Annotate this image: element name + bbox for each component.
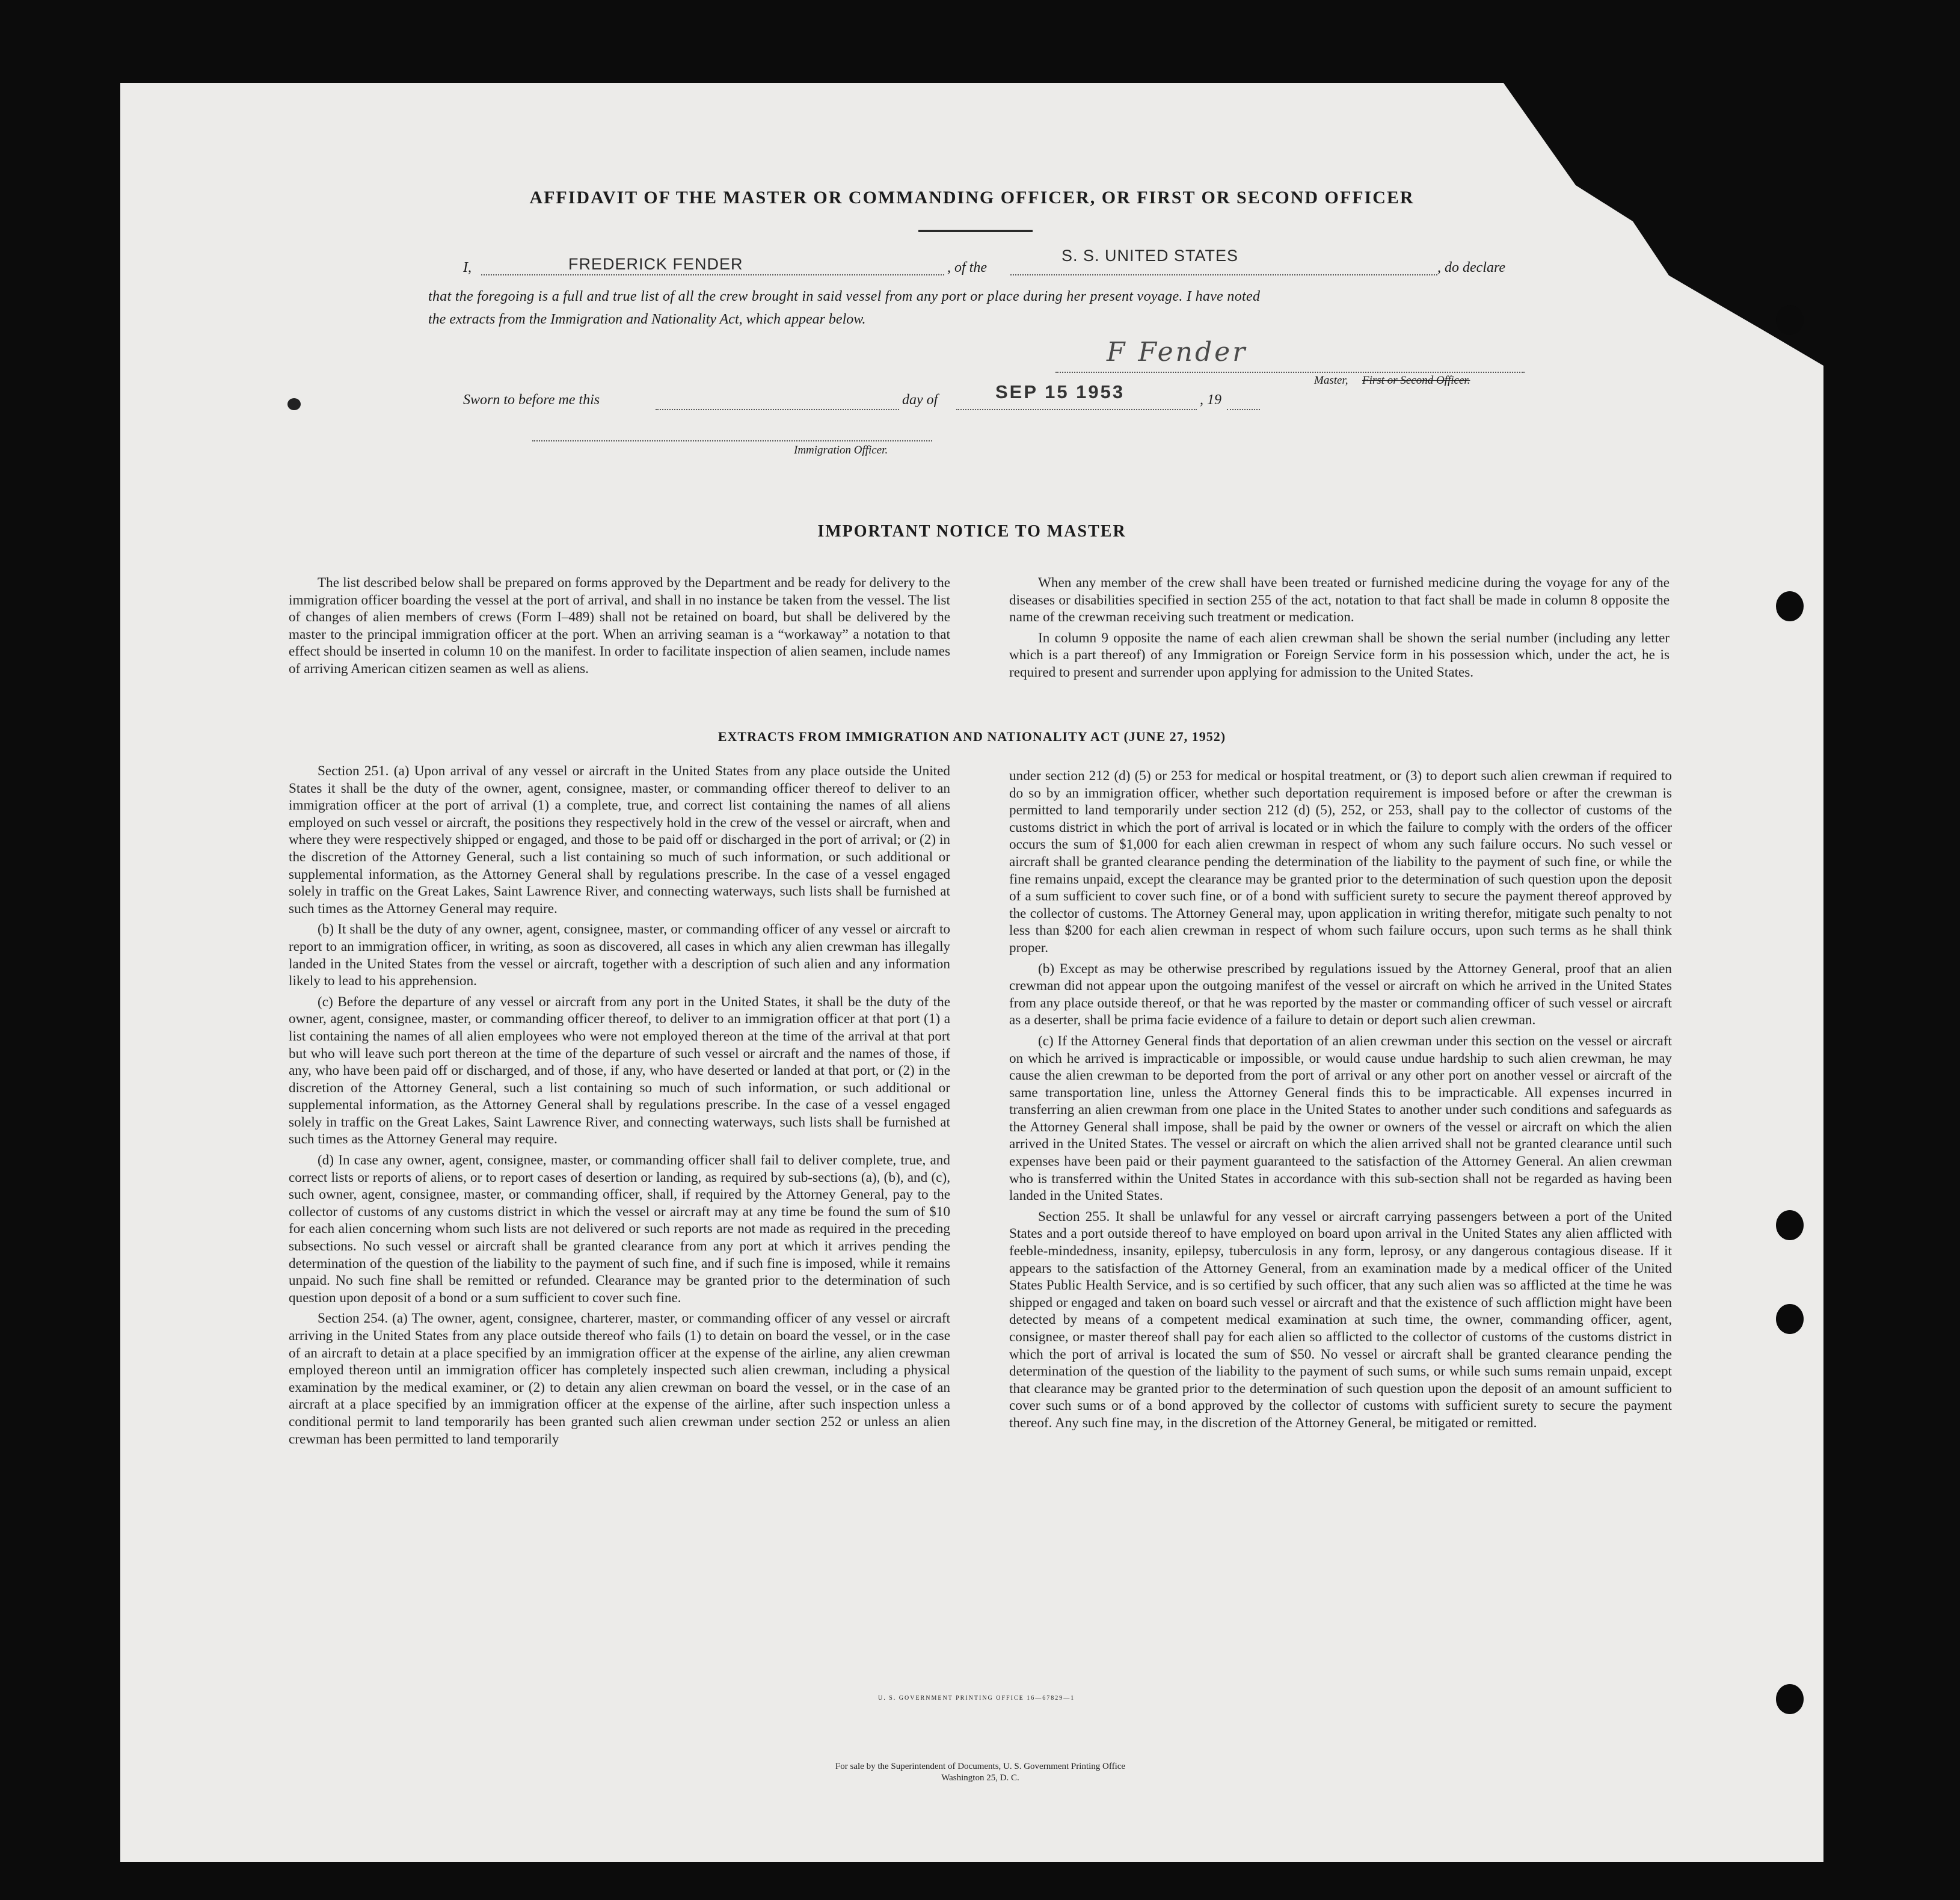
notice-right-paragraph-1: When any member of the crew shall have been treated or furnished medicine during the voyage for any of the diseases or disabilities specified in section 255 of the act, notation to that fact shall be made in column 8 opposite the name of the crewman receiving such treatment or medication. <box>1009 575 1670 626</box>
immigration-officer-label: Immigration Officer. <box>794 444 888 457</box>
affidavit-title: AFFIDAVIT OF THE MASTER OR COMMANDING OFFICER, OR FIRST OR SECOND OFFICER <box>529 188 1415 208</box>
ink-blot <box>287 398 301 410</box>
section-251a: Section 251. (a) Upon arrival of any vessel or aircraft in the United States from any place outside the United States it shall be the duty of the owner, agent, consignee, master, or commanding officer thereof to deliver to an immigration officer at the port of arrival (1) a complete, true, and correct list containing the names of all aliens employed on such vessel or aircraft, the positions they respectively hold in the crew of the vessel or aircraft, when and where they were respectively shipped or engaged, and those to be paid off or discharged in the port of arrival; or (2) in the discretion of the Attorney General, such a list containing so much of such information, or such additional or supplemental information, as the Attorney General shall by regulations prescribe. In the case of a vessel engaged solely in traffic on the Great Lakes, Saint Lawrence River, and connecting waterways, such lists shall be furnished at such times as the Attorney General may require. <box>289 763 950 917</box>
punch-hole <box>1776 305 1804 335</box>
punch-hole <box>1776 1304 1804 1334</box>
officer-name: FREDERICK FENDER <box>568 255 743 273</box>
notice-right-paragraph-2: In column 9 opposite the name of each alien crewman shall be shown the serial number (including any letter which is a part thereof) of any Immigration or Foreign Service form in his possession which, under the act, he is required to present and surrender upon applying for admission to the United States. <box>1009 630 1670 680</box>
master-signature: F Fender <box>1107 337 1248 367</box>
day-of-label: day of <box>902 392 938 408</box>
date-stamp: SEP 15 1953 <box>995 381 1125 402</box>
section-251d: (d) In case any owner, agent, consignee, master, or commanding officer shall fail to deliver complete, true, and correct lists or reports of aliens, or to report cases of desertion or landing, as required by sub-sections (a), (b), and (c), such owner, agent, consignee, master, or commanding officer, shall, if required by the Attorney General, pay to the collector of customs of any customs district in which the vessel or aircraft may at any time be found the sum of $10 for each alien concerning whom such lists are not delivered or such reports are not made as required in the preceding subsections. No such vessel or aircraft shall be granted clearance from any port at which it arrives pending the determination of the question of the liability to the payment of such fine, and if such fine is imposed, while it remains unpaid. No such fine shall be remitted or refunded. Clearance may be granted prior to the determination of such question upon deposit of a bond or a sum sufficient to cover such fine. <box>289 1152 950 1306</box>
title-rule <box>918 230 1033 232</box>
section-254b: (b) Except as may be otherwise prescribed by regulations issued by the Attorney General, proof that an alien crewman did not appear upon the outgoing manifest of the vessel or aircraft on which he arrived in the United States from any place outside thereof, or that he was reported by the master or commanding officer of such vessel or aircraft as a deserter, shall be prima facie evidence of a failure to detain or deport such alien crewman. <box>1009 961 1672 1028</box>
sworn-label: Sworn to before me this <box>463 392 600 408</box>
sale-footer <box>662 1761 1299 1784</box>
of-the-label: , of the <box>947 260 987 275</box>
notice-left-column <box>289 574 950 681</box>
punch-hole <box>1776 1684 1804 1714</box>
section-254a: Section 254. (a) The owner, agent, consignee, charterer, master, or commanding officer of any vessel or aircraft arriving in the United States from any place outside thereof who fails (1) to detain on board the vessel, or in the case of an aircraft to detain at a place specified by an immigration officer at the expense of the airline, any alien crewman employed thereon until an immigration officer has completely inspected such alien crewman, including a physical examination by the medical examiner, or (2) to detain any alien crewman on board the vessel, or in the case of an aircraft at a place specified by an immigration officer at the expense of the airline, after such inspection unless a conditional permit to land temporarily has been granted such alien crewman under section 252 or unless an alien crewman has been permitted to land temporarily <box>289 1311 950 1447</box>
declaration-text-line2: the extracts from the Immigration and Nationality Act, which appear below. <box>428 312 866 327</box>
section-255: Section 255. It shall be unlawful for any vessel or aircraft carrying passengers between a port of the United States and a port outside thereof to have employed on board upon arrival in the United States any alien afflicted with feeble-mindedness, insanity, epilepsy, tuberculosis in any form, leprosy, or any dangerous contagious disease. If it appears to the satisfaction of the Attorney General, from an examination made by a medical officer of the United States Public Health Service, and is so certified by such officer, that any such alien was so afflicted at the time he was shipped or engaged and taken on board such vessel or aircraft and that the existence of such affliction might have been detected by means of a competent medical examination at such time, the owner, commanding officer, agent, consignee, or master thereof shall pay for each alien so afflicted to the collector of customs of the customs district in which the port of arrival is located the sum of $50. No vessel or aircraft shall be granted clearance pending the determination of the question of the liability to the payment of such sums, or while such sums remain unpaid, except that clearance may be granted prior to the determination of such question upon the deposit of an amount sufficient to cover such sums or of a bond approved by the collector of customs with sufficient surety to secure the payment thereof. Any such fine may, in the discretion of the Attorney General, be mitigated or remitted. <box>1009 1208 1672 1431</box>
year-line <box>1227 391 1260 410</box>
sale-footer-line2: Washington 25, D. C. <box>941 1773 1019 1783</box>
year-label: , 19 <box>1200 392 1221 408</box>
section-251c: (c) Before the departure of any vessel or aircraft from any port in the United States, it shall be the duty of the owner, agent, consignee, master, or commanding officer thereof, to deliver to an immigration officer at that port (1) a list containing the names of all alien employees who were not employed thereon at the time of the arrival at that port but who will leave such port thereon at the time of the departure of such vessel or aircraft and the names of those, if any, who have been paid off or discharged, and of those, if any, who have deserted or landed at that port, or (2) in the discretion of the Attorney General, such a list containing so much of such information, or such additional or supplemental information, as the Attorney General shall by regulations prescribe. In the case of a vessel engaged solely in traffic on the Great Lakes, Saint Lawrence River, and connecting waterways, such lists shall be furnished at such times as the Attorney General may require. <box>289 994 950 1148</box>
extracts-left-column <box>289 763 950 1451</box>
do-declare-label: , do declare <box>1437 260 1506 275</box>
sworn-day-line <box>656 391 899 410</box>
sale-footer-line1: For sale by the Superintendent of Documents, U. S. Government Printing Office <box>835 1762 1126 1771</box>
vessel-name: S. S. UNITED STATES <box>1061 247 1239 265</box>
printing-office-imprint: U. S. GOVERNMENT PRINTING OFFICE 16—67829—1 <box>878 1695 1075 1702</box>
declaration-text-line1: that the foregoing is a full and true list of all the crew brought in said vessel from any port or place during her present voyage. I have noted <box>428 289 1261 304</box>
notice-heading: IMPORTANT NOTICE TO MASTER <box>817 522 1126 541</box>
punch-hole <box>1776 591 1804 621</box>
section-251b: (b) It shall be the duty of any owner, agent, consignee, master, or commanding officer of any vessel or aircraft to report to an immigration officer, in writing, as soon as discovered, all cases in which any alien crewman has illegally landed in the United States from the vessel or aircraft, together with a description of such alien and any information likely to lead to his apprehension. <box>289 921 950 989</box>
i-label: I, <box>463 260 472 275</box>
extracts-heading: EXTRACTS FROM IMMIGRATION AND NATIONALITY ACT (JUNE 27, 1952) <box>717 729 1226 744</box>
struck-officer-label: First or Second Officer. <box>1362 374 1470 387</box>
section-254a-continued: under section 212 (d) (5) or 253 for medical or hospital treatment, or (3) to deport such alien crewman if required to do so by an immigration officer, whether such deportation requirement is imposed before or after the crewman is permitted to land temporarily under section 212 (d) (5), 252, or 253, shall pay to the collector of customs of the customs district in which the port of arrival is located or in which the failure to comply with the orders of the officer occurs the sum of $1,000 for each alien crewman in respect of whom any such failure occurs. No such vessel or aircraft shall be granted clearance pending the determination of the liability to the payment of such fine, or while the fine remains unpaid, except the clearance may be granted prior to the determination of such question upon the deposit of a sum sufficient to cover such fine, or of a bond with sufficient surety to secure the payment thereof approved by the collector of customs. The Attorney General may, upon application in writing therefor, mitigate such penalty to not less than $200 for each alien crewman in respect of whom such failure occurs, upon such terms as he shall think proper. <box>1009 768 1672 956</box>
notice-left-paragraph: The list described below shall be prepared on forms approved by the Department and be ready for delivery to the immigration officer boarding the vessel at the port of arrival, and shall in no instance be taken from the vessel. The list of changes of alien members of crews (Form I–489) shall not be retained on board, but shall be delivered by the master to the principal immigration officer at the port. When an arriving seaman is a “workaway” a notation to that effect should be inserted in column 10 on the manifest. In order to facilitate inspection of alien seamen, include names of arriving American citizen seamen as well as aliens. <box>289 575 950 677</box>
master-label: Master, <box>1314 374 1348 387</box>
notice-right-column <box>1009 574 1670 685</box>
section-254c: (c) If the Attorney General finds that deportation of an alien crewman under this section on the vessel or aircraft on which he arrived is impracticable or impossible, or would cause undue hardship to such alien crewman, he may cause the alien crewman to be deported from the port of arrival or any other port on another vessel or aircraft of the same transportation line, unless the Attorney General finds this to be impracticable. All expenses incurred in transferring an alien crewman from one place in the United States to another under such conditions and safeguards as the Attorney General shall impose, shall be paid by the owner or owners of the vessel or aircraft on which the alien arrived in the United States. The vessel or aircraft on which the alien arrived shall not be granted clearance until such expenses have been paid or their payment guaranteed to the satisfaction of the Attorney General. An alien crewman who is transferred within the United States in accordance with this sub-section shall not be regarded as having been landed in the United States. <box>1009 1033 1672 1204</box>
immigration-officer-line <box>532 428 932 441</box>
punch-hole <box>1776 1210 1804 1240</box>
extracts-right-column <box>1009 767 1672 1436</box>
